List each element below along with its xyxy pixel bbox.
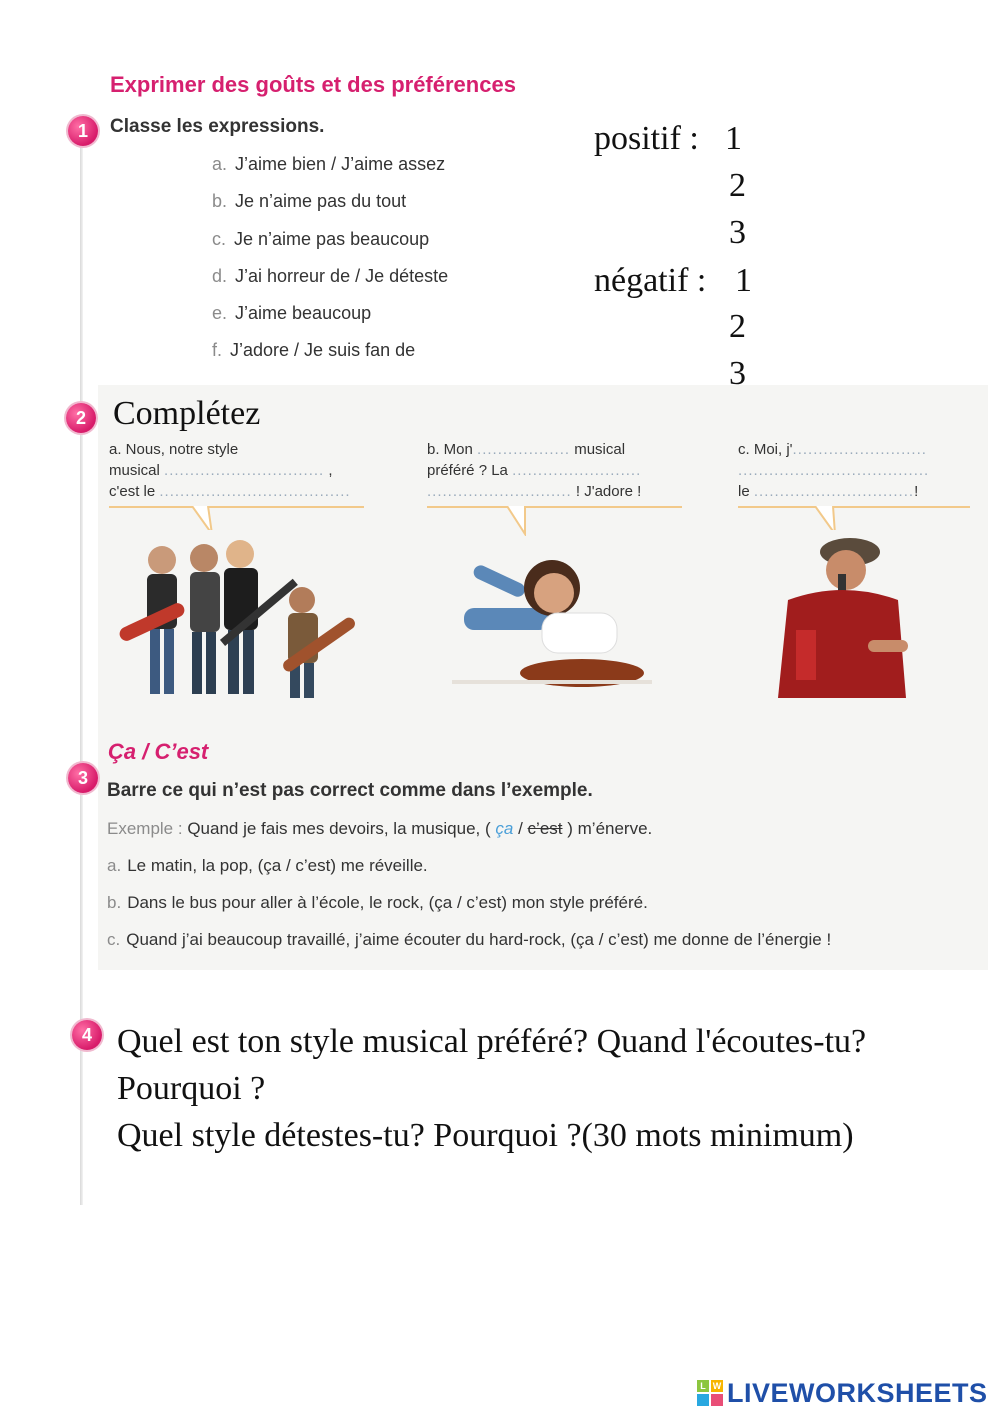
example-line — [107, 819, 652, 839]
bubble-divider — [427, 506, 682, 508]
item-letter: b. — [212, 191, 228, 211]
example-correct-choice: ça — [495, 819, 514, 838]
item-letter: e. — [212, 303, 228, 323]
section-1-heading: Exprimer des goûts et des préférences — [110, 72, 516, 97]
bubble-text: ! J'adore ! — [575, 483, 642, 500]
bubble-text: b. Mon — [427, 441, 473, 458]
section-3-heading: Ça / C’est — [108, 739, 209, 764]
bubble-text: musical — [109, 462, 160, 479]
example-struck-choice: c’est — [527, 819, 563, 838]
expression-item — [212, 154, 445, 175]
girl-violin-photo — [452, 548, 652, 696]
negative-answer-2[interactable]: 2 — [729, 308, 746, 345]
blank-field[interactable]: ..................................... — [738, 462, 930, 479]
prompt-line: Quel style détestes-tu? Pourquoi ?(30 mots minimum) — [117, 1117, 854, 1154]
rapper-photo — [768, 530, 918, 698]
exercise-item[interactable] — [107, 930, 831, 950]
section-4-prompt — [117, 1018, 866, 1159]
item-text: Je n’aime pas du tout — [235, 191, 407, 211]
section-3-instruction: Barre ce qui n’est pas correct comme dans l’exemple. — [107, 780, 593, 801]
bubble-divider — [738, 506, 970, 508]
negative-answer-3[interactable]: 3 — [729, 355, 746, 392]
item-letter: a. — [212, 154, 228, 174]
section-1-instruction: Classe les expressions. — [110, 116, 325, 137]
bubble-divider — [109, 506, 364, 508]
bubble-text: le — [738, 483, 750, 500]
expression-item — [212, 266, 448, 287]
item-letter: a. — [107, 856, 122, 875]
negative-label: négatif : — [594, 262, 707, 299]
item-text: Je n’aime pas beaucoup — [234, 229, 430, 249]
item-text: Quand j’ai beaucoup travaillé, j’aime écouter du hard-rock, (ça / c’est) me donne de l’énergie ! — [126, 930, 832, 949]
positive-label: positif : — [594, 120, 699, 157]
exercise-item[interactable] — [107, 856, 428, 876]
item-letter: c. — [107, 930, 121, 949]
expression-item — [212, 229, 429, 250]
example-label: Exemple : — [107, 819, 183, 838]
positive-answer-2[interactable]: 2 — [729, 167, 746, 204]
blank-field[interactable]: ............................... — [164, 462, 325, 479]
expression-item — [212, 303, 371, 324]
example-separator: / — [518, 819, 523, 838]
liveworksheets-logo — [697, 1378, 988, 1408]
logo-mark-icon — [697, 1380, 723, 1406]
speech-bubble-b — [427, 439, 697, 502]
blank-field[interactable]: ............................ — [427, 483, 572, 500]
blank-field[interactable]: .................. — [477, 441, 571, 458]
bubble-text: c'est le — [109, 483, 156, 500]
bubble-text: musical — [574, 441, 626, 458]
exercise-item[interactable] — [107, 893, 648, 913]
rock-band-photo — [112, 530, 372, 700]
item-text: Dans le bus pour aller à l’école, le rock, (ça / c’est) mon style préféré. — [127, 893, 648, 912]
logo-letter: L — [697, 1380, 709, 1392]
item-letter: f. — [212, 340, 223, 360]
item-text: J’ai horreur de / Je déteste — [235, 266, 449, 286]
expression-item — [212, 340, 415, 361]
blank-field[interactable]: ......................... — [512, 462, 642, 479]
item-letter: d. — [212, 266, 228, 286]
logo-letter: W — [712, 1381, 722, 1391]
brand-name: LIVEWORKSHEETS — [727, 1377, 988, 1408]
bubble-text: c. Moi, j' — [738, 441, 793, 458]
prompt-line: Pourquoi ? — [117, 1070, 266, 1107]
negative-answer-1[interactable]: 1 — [735, 262, 752, 299]
example-text: Quand je fais mes devoirs, la musique, ( — [187, 819, 491, 838]
item-text: J’aime beaucoup — [235, 303, 372, 323]
blank-field[interactable]: .......................... — [792, 441, 927, 458]
section-3-number-badge: 3 — [68, 763, 98, 793]
expression-item — [212, 191, 406, 212]
section-2-number-badge: 2 — [66, 403, 96, 433]
section-4-number-badge: 4 — [72, 1020, 102, 1050]
bubble-text: , — [328, 462, 333, 479]
prompt-line: Quel est ton style musical préféré? Quand l'écoutes-tu? — [117, 1023, 867, 1060]
blank-field[interactable]: ............................... — [753, 483, 915, 500]
example-text: ) m’énerve. — [567, 819, 653, 838]
item-letter: c. — [212, 229, 227, 249]
section-1-number-badge: 1 — [68, 116, 98, 146]
speech-bubble-c — [738, 439, 978, 502]
bubble-text: ! — [914, 483, 919, 500]
logo-square — [697, 1394, 709, 1406]
section-2-heading: Complétez — [113, 395, 261, 432]
blank-field[interactable]: ..................................... — [159, 483, 351, 500]
bubble-tail — [505, 506, 535, 536]
positive-answer-1[interactable]: 1 — [725, 120, 742, 157]
positive-answer-3[interactable]: 3 — [729, 214, 746, 251]
item-text: J’aime bien / J’aime assez — [235, 154, 446, 174]
speech-bubble-a — [109, 439, 369, 502]
bubble-text: préféré ? La — [427, 462, 508, 479]
item-text: Le matin, la pop, (ça / c’est) me réveille. — [127, 856, 428, 875]
item-text: J’adore / Je suis fan de — [230, 340, 416, 360]
item-letter: b. — [107, 893, 122, 912]
bubble-text: a. Nous, notre style — [109, 441, 239, 458]
logo-square — [711, 1394, 723, 1406]
